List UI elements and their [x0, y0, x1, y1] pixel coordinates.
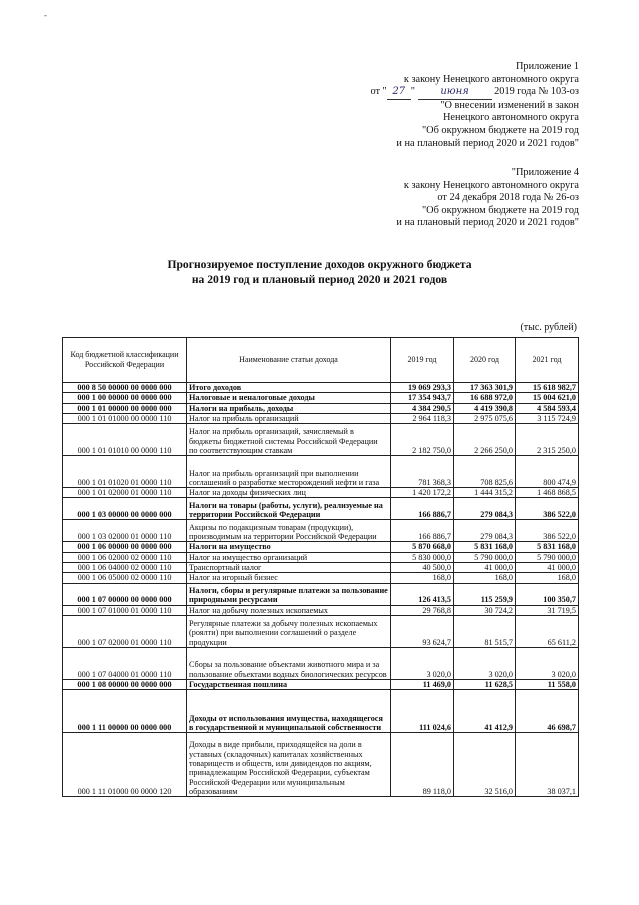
table-row	[63, 733, 579, 797]
row-code: 000 1 06 04000 02 0000 110	[63, 563, 187, 573]
row-value-2020: 2 975 075,6	[454, 413, 516, 423]
row-name: Регулярные платежи за добычу полезных ископаемых (роялти) при выполнении соглашений о разделе продукции	[187, 615, 391, 647]
row-value-2020: 2 266 250,0	[454, 424, 516, 456]
row-value-2021: 100 350,7	[516, 583, 579, 605]
row-value-2021: 46 698,7	[516, 690, 579, 733]
row-value-2020: 4 419 390,8	[454, 403, 516, 413]
row-code: 000 1 03 02000 01 0000 110	[63, 520, 187, 542]
table-row	[63, 573, 579, 583]
row-value-2019: 166 886,7	[391, 498, 454, 520]
header-2019: 2019 год	[391, 338, 454, 383]
row-value-2019: 126 413,5	[391, 583, 454, 605]
appendix-1-line4: "О внесении изменений в закон	[440, 99, 579, 111]
row-value-2020: 81 515,7	[454, 615, 516, 647]
appendix-1-line6: "Об окружном бюджете на 2019 год	[421, 124, 579, 136]
row-value-2020: 1 444 315,2	[454, 488, 516, 498]
row-value-2021: 15 618 982,7	[516, 383, 579, 393]
table-row	[63, 403, 579, 413]
row-value-2021: 5 790 000,0	[516, 552, 579, 562]
row-value-2019: 2 964 118,3	[391, 413, 454, 423]
row-code: 000 1 06 00000 00 0000 000	[63, 542, 187, 552]
row-value-2021: 41 000,0	[516, 563, 579, 573]
row-name: Акцизы по подакцизным товарам (продукции), производимым на территории Российской Федерации	[187, 520, 391, 542]
row-name: Транспортный налог	[187, 563, 391, 573]
row-value-2020: 115 259,9	[454, 583, 516, 605]
row-value-2020: 41 000,0	[454, 563, 516, 573]
row-name: Налоги, сборы и регулярные платежи за пользование природными ресурсами	[187, 583, 391, 605]
row-value-2021: 386 522,0	[516, 520, 579, 542]
units-label: (тыс. рублей)	[520, 322, 577, 333]
row-value-2020: 279 084,3	[454, 520, 516, 542]
row-value-2020: 16 688 972,0	[454, 393, 516, 403]
row-value-2020: 279 084,3	[454, 498, 516, 520]
appendix-4-law: к закону Ненецкого автономного округа	[403, 179, 579, 191]
row-value-2019: 89 118,0	[391, 733, 454, 797]
row-value-2020: 708 825,6	[454, 456, 516, 488]
row-name: Налоги на товары (работы, услуги), реализуемые на территории Российской Федерации	[187, 498, 391, 520]
appendix-1-date-line	[370, 86, 579, 100]
row-value-2019: 19 069 293,3	[391, 383, 454, 393]
header-2020: 2020 год	[454, 338, 516, 383]
row-name: Налоговые и неналоговые доходы	[187, 393, 391, 403]
table-row	[63, 679, 579, 689]
row-code: 000 1 01 01010 00 0000 110	[63, 424, 187, 456]
date-mid: "	[410, 86, 415, 98]
row-name: Сборы за пользование объектами животного мира и за пользование объектами водных биологических ресурсов	[187, 647, 391, 679]
row-value-2021: 3 115 724,9	[516, 413, 579, 423]
header-code: Код бюджетной классификации Российской Федерации	[63, 338, 187, 383]
row-code: 000 1 01 00000 00 0000 000	[63, 403, 187, 413]
row-value-2020: 5 790 000,0	[454, 552, 516, 562]
row-value-2020: 41 412,9	[454, 690, 516, 733]
row-value-2021: 1 468 868,5	[516, 488, 579, 498]
row-value-2019: 11 469,0	[391, 679, 454, 689]
row-code: 000 1 06 02000 02 0000 110	[63, 552, 187, 562]
row-value-2021: 4 584 593,4	[516, 403, 579, 413]
row-value-2021: 11 558,0	[516, 679, 579, 689]
row-value-2019: 168,0	[391, 573, 454, 583]
table-row	[63, 393, 579, 403]
row-value-2021: 3 020,0	[516, 647, 579, 679]
row-value-2020: 3 020,0	[454, 647, 516, 679]
table-row	[63, 583, 579, 605]
row-code: 000 1 07 02000 01 0000 110	[63, 615, 187, 647]
row-name: Налог на добычу полезных ископаемых	[187, 605, 391, 615]
row-value-2021: 5 831 168,0	[516, 542, 579, 552]
title-line-1: Прогнозируемое поступление доходов окружного бюджета	[167, 258, 472, 271]
handwritten-month: июня	[418, 86, 492, 100]
row-name: Налог на имущество организаций	[187, 552, 391, 562]
row-name: Итого доходов	[187, 383, 391, 393]
row-value-2020: 5 831 168,0	[454, 542, 516, 552]
row-code: 000 1 07 04000 01 0000 110	[63, 647, 187, 679]
row-value-2019: 111 024,6	[391, 690, 454, 733]
row-code: 000 1 11 01000 00 0000 120	[63, 733, 187, 797]
row-code: 000 1 01 01000 00 0000 110	[63, 413, 187, 423]
document-title	[0, 257, 639, 287]
row-code: 000 1 08 00000 00 0000 000	[63, 679, 187, 689]
row-code: 000 1 01 01020 01 0000 110	[63, 456, 187, 488]
appendix-4-line5: и на плановый период 2020 и 2021 годов"	[396, 217, 579, 229]
appendix-1-title: Приложение 1	[516, 61, 579, 72]
row-value-2021: 168,0	[516, 573, 579, 583]
row-code: 000 8 50 00000 00 0000 000	[63, 383, 187, 393]
row-value-2020: 168,0	[454, 573, 516, 583]
row-value-2020: 17 363 301,9	[454, 383, 516, 393]
row-name: Налоги на имущество	[187, 542, 391, 552]
table-row	[63, 615, 579, 647]
date-prefix: от "	[370, 86, 387, 98]
table-row	[63, 520, 579, 542]
row-value-2019: 1 420 172,2	[391, 488, 454, 498]
table-row	[63, 498, 579, 520]
table-header-row	[63, 338, 579, 383]
row-code: 000 1 00 00000 00 0000 000	[63, 393, 187, 403]
title-line-2: на 2019 год и плановый период 2020 и 2021 годов	[191, 273, 448, 286]
appendix-4-date-line: от 24 декабря 2018 года № 26-оз	[437, 192, 579, 204]
row-name: Доходы от использования имущества, находящегося в государственной и муниципальной собственности	[187, 690, 391, 733]
row-value-2019: 40 500,0	[391, 563, 454, 573]
row-code: 000 1 06 05000 02 0000 110	[63, 573, 187, 583]
table-row	[63, 456, 579, 488]
row-value-2019: 29 768,8	[391, 605, 454, 615]
header-2021: 2021 год	[516, 338, 579, 383]
row-code: 000 1 11 00000 00 0000 000	[63, 690, 187, 733]
row-value-2019: 4 384 290,5	[391, 403, 454, 413]
row-value-2019: 781 368,3	[391, 456, 454, 488]
row-value-2019: 5 830 000,0	[391, 552, 454, 562]
row-value-2021: 15 004 621,0	[516, 393, 579, 403]
appendix-1-law: к закону Ненецкого автономного округа	[403, 73, 579, 85]
row-value-2021: 800 474,9	[516, 456, 579, 488]
table-row	[63, 690, 579, 733]
row-value-2019: 2 182 750,0	[391, 424, 454, 456]
row-value-2019: 17 354 943,7	[391, 393, 454, 403]
row-name: Налог на прибыль организаций	[187, 413, 391, 423]
row-code: 000 1 03 00000 00 0000 000	[63, 498, 187, 520]
row-value-2019: 5 870 668,0	[391, 542, 454, 552]
row-name: Государственная пошлина	[187, 679, 391, 689]
row-value-2019: 3 020,0	[391, 647, 454, 679]
row-name: Налог на прибыль организаций, зачисляемый в бюджеты бюджетной системы Российской Федерации по соответствующим ставкам	[187, 424, 391, 456]
row-value-2020: 30 724,2	[454, 605, 516, 615]
row-name: Налог на прибыль организаций при выполнении соглашений о разработке месторождений нефти и газа	[187, 456, 391, 488]
table-row	[63, 424, 579, 456]
row-name: Налог на игорный бизнес	[187, 573, 391, 583]
header-name: Наименование статьи дохода	[187, 338, 391, 383]
revenue-table	[62, 337, 579, 797]
appendix-4-header	[396, 167, 579, 230]
handwritten-day: 27	[387, 86, 411, 100]
appendix-1-line7: и на плановый период 2020 и 2021 годов"	[396, 137, 579, 149]
appendix-1-line5: Ненецкого автономного округа	[442, 112, 579, 124]
row-value-2019: 166 886,7	[391, 520, 454, 542]
table-row	[63, 605, 579, 615]
row-value-2021: 386 522,0	[516, 498, 579, 520]
row-name: Налог на доходы физических лиц	[187, 488, 391, 498]
row-value-2021: 38 037,1	[516, 733, 579, 797]
row-name: Доходы в виде прибыли, приходящейся на доли в уставных (складочных) капиталах хозяйственных товариществ и обществ, или дивидендов по акциям, принадлежащим Российской Федерации, субъектам Российской Федерации или муниципальным образованиям	[187, 733, 391, 797]
table-row	[63, 413, 579, 423]
table-row	[63, 488, 579, 498]
appendix-1-header	[370, 61, 579, 150]
table-row	[63, 552, 579, 562]
row-name: Налоги на прибыль, доходы	[187, 403, 391, 413]
date-suffix: 2019 года № 103-оз	[494, 86, 579, 98]
row-code: 000 1 07 01000 01 0000 110	[63, 605, 187, 615]
row-code: 000 1 07 00000 00 0000 000	[63, 583, 187, 605]
row-value-2020: 32 516,0	[454, 733, 516, 797]
row-code: 000 1 01 02000 01 0000 110	[63, 488, 187, 498]
table-row	[63, 563, 579, 573]
row-value-2021: 65 611,2	[516, 615, 579, 647]
appendix-4-title: "Приложение 4	[511, 167, 579, 178]
row-value-2021: 31 719,5	[516, 605, 579, 615]
page-mark: -	[44, 10, 47, 20]
row-value-2020: 11 628,5	[454, 679, 516, 689]
table-body	[63, 383, 579, 797]
table-row	[63, 542, 579, 552]
row-value-2019: 93 624,7	[391, 615, 454, 647]
table-row	[63, 383, 579, 393]
row-value-2021: 2 315 250,0	[516, 424, 579, 456]
table-row	[63, 647, 579, 679]
appendix-4-line4: "Об окружном бюджете на 2019 год	[421, 204, 579, 216]
